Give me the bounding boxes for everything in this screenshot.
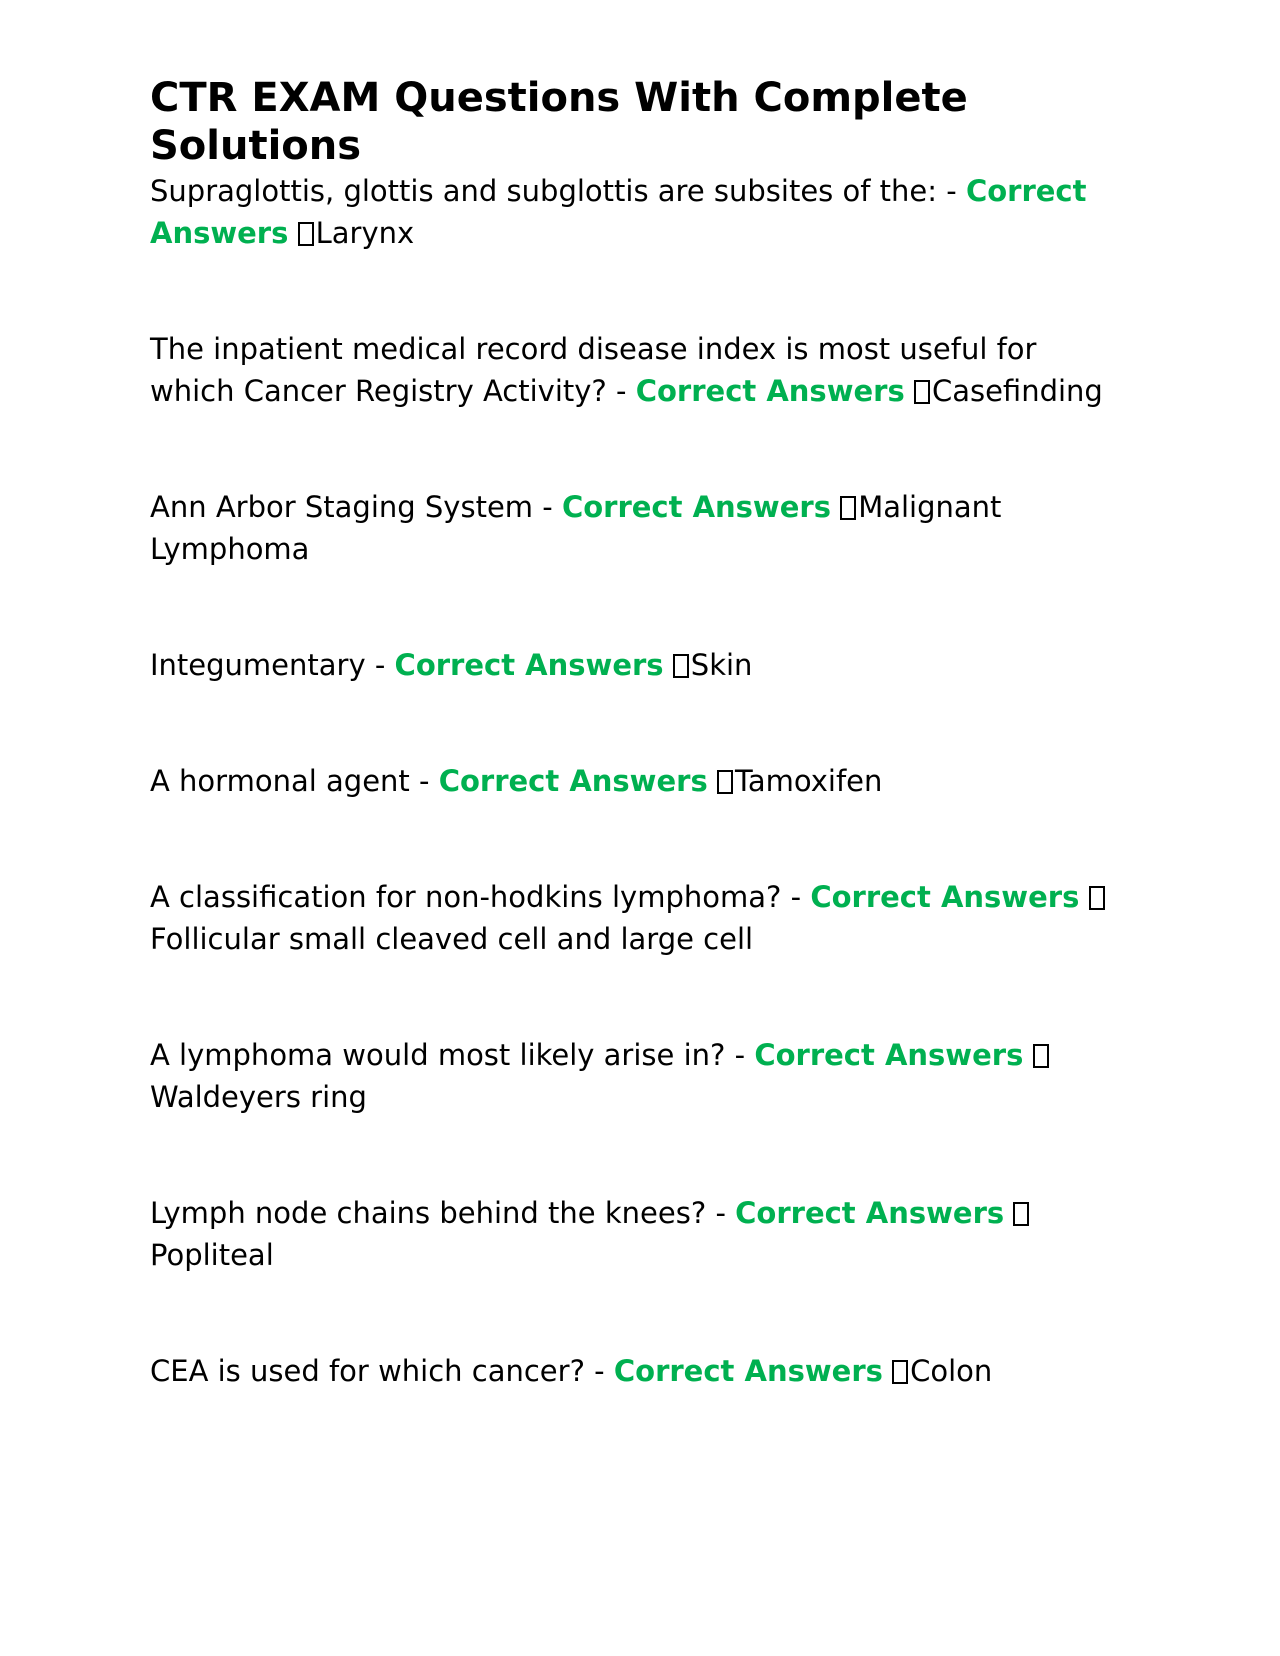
- answer-text: Colon: [910, 1354, 993, 1388]
- missing-glyph-icon: [717, 770, 733, 794]
- missing-glyph-icon: [1089, 886, 1105, 910]
- answer-label: Correct Answers: [613, 1354, 883, 1388]
- separator: -: [781, 880, 811, 914]
- answer-label: Correct Answers: [754, 1038, 1024, 1072]
- question-text: A classification for non-hodkins lymphoma?: [150, 880, 782, 914]
- qa-item: [150, 1192, 1130, 1276]
- answer-label: Correct Answers: [150, 174, 1087, 250]
- question-text: The inpatient medical record disease index is most useful for which Cancer Registry Activity?: [150, 332, 1037, 408]
- answer-label: Correct Answers: [635, 374, 905, 408]
- question-text: CEA is used for which cancer?: [150, 1354, 585, 1388]
- answer-label: Correct Answers: [561, 490, 831, 524]
- answer-text: Follicular small cleaved cell and large cell: [150, 922, 754, 956]
- qa-item: [150, 170, 1130, 254]
- answer-label: Correct Answers: [394, 648, 664, 682]
- document-page: [150, 74, 1130, 1392]
- qa-item: [150, 760, 1130, 802]
- separator: -: [533, 490, 562, 524]
- qa-item: [150, 1034, 1130, 1118]
- separator: -: [937, 174, 966, 208]
- answer-text: Casefinding: [931, 374, 1103, 408]
- page-title: CTR EXAM Questions With Complete Solutions: [150, 75, 968, 169]
- qa-item: [150, 1350, 1130, 1392]
- answer-text: Popliteal: [150, 1238, 274, 1272]
- qa-item: [150, 644, 1130, 686]
- question-text: Ann Arbor Staging System: [150, 490, 534, 524]
- qa-item: [150, 486, 1130, 570]
- question-text: A hormonal agent: [150, 764, 410, 798]
- question-text: Supraglottis, glottis and subglottis are subsites of the:: [150, 174, 938, 208]
- question-text: A lymphoma would most likely arise in?: [150, 1038, 726, 1072]
- answer-text: Skin: [690, 648, 753, 682]
- answer-label: Correct Answers: [438, 764, 708, 798]
- qa-item: [150, 876, 1130, 960]
- answer-text: Larynx: [315, 216, 415, 250]
- separator: -: [584, 1354, 614, 1388]
- separator: -: [725, 1038, 755, 1072]
- missing-glyph-icon: [298, 222, 314, 246]
- missing-glyph-icon: [914, 380, 930, 404]
- missing-glyph-icon: [892, 1360, 908, 1384]
- question-text: Integumentary: [150, 648, 366, 682]
- answer-text: Tamoxifen: [734, 764, 883, 798]
- missing-glyph-icon: [1013, 1202, 1029, 1226]
- separator: -: [409, 764, 439, 798]
- answer-text: Malignant Lymphoma: [150, 490, 1002, 566]
- missing-glyph-icon: [840, 496, 856, 520]
- missing-glyph-icon: [673, 654, 689, 678]
- separator: -: [606, 374, 636, 408]
- separator: -: [706, 1196, 736, 1230]
- qa-item: [150, 328, 1130, 412]
- answer-text: Waldeyers ring: [150, 1080, 367, 1114]
- answer-label: Correct Answers: [810, 880, 1080, 914]
- separator: -: [365, 648, 395, 682]
- missing-glyph-icon: [1033, 1044, 1049, 1068]
- answer-label: Correct Answers: [735, 1196, 1005, 1230]
- question-text: Lymph node chains behind the knees?: [150, 1196, 707, 1230]
